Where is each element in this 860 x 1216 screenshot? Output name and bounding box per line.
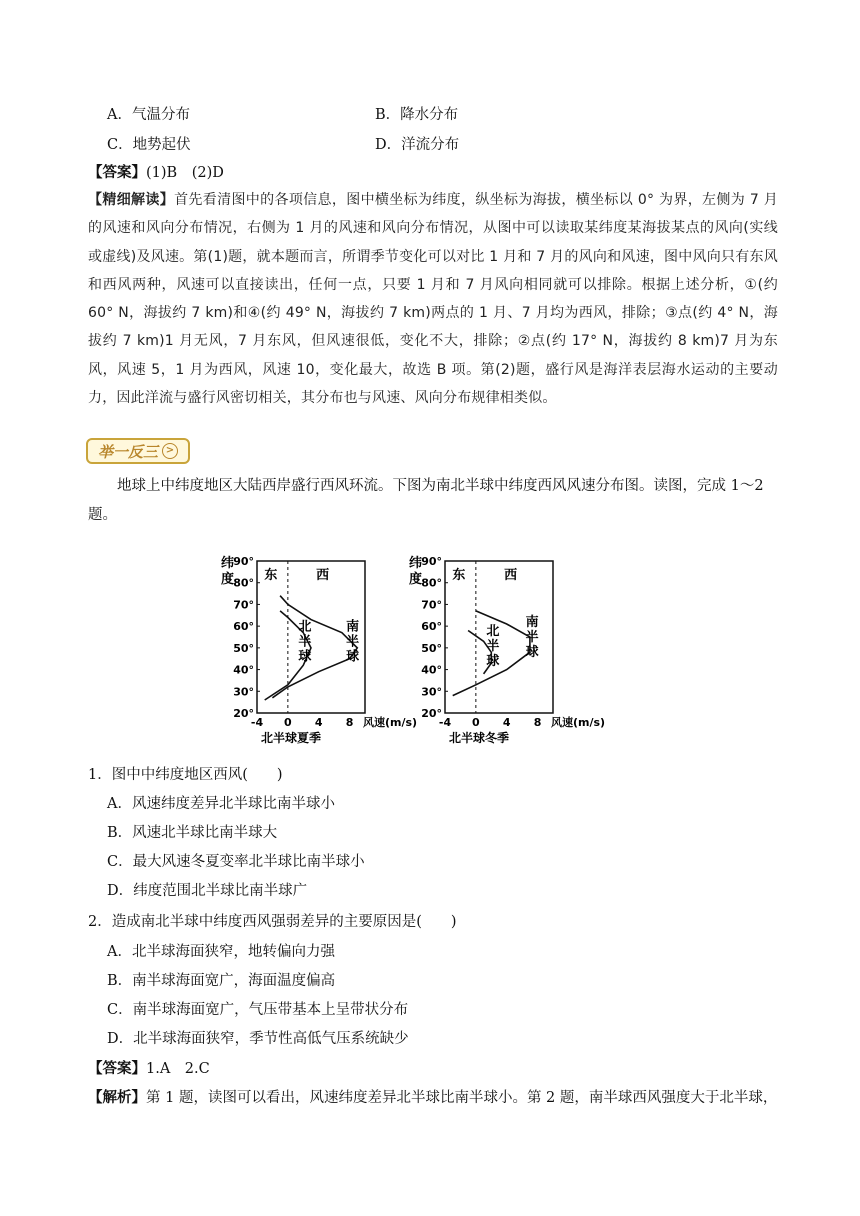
series-label-char: 北 xyxy=(486,623,500,639)
x-tick-label: 0 xyxy=(472,716,480,729)
answer-text: (1)B (2)D xyxy=(146,165,224,181)
answer-line-1 xyxy=(88,161,224,182)
section-badge-label: 举一反三 xyxy=(97,442,158,461)
x-tick-label: 0 xyxy=(284,716,292,729)
analysis-line xyxy=(88,1086,777,1107)
region-label-east: 东 xyxy=(264,568,278,583)
question-2-stem: 2．造成南北半球中纬度西风强弱差异的主要原因是( ) xyxy=(88,914,457,930)
y-axis-label-char: 纬 xyxy=(409,556,423,571)
series-label-char: 球 xyxy=(346,649,360,665)
options-row-2 xyxy=(107,133,459,154)
series-label-char: 南 xyxy=(525,615,539,631)
option-a: A．气温分布 xyxy=(107,107,190,123)
x-tick-label: -4 xyxy=(250,716,264,729)
region-label-west: 西 xyxy=(504,568,518,583)
series-label-char: 半 xyxy=(486,638,500,654)
y-axis-label-char: 度 xyxy=(221,572,235,587)
y-tick-label: 80° xyxy=(233,576,254,590)
series-label-char: 半 xyxy=(525,630,539,646)
y-tick-label: 90° xyxy=(233,555,254,568)
section-badge xyxy=(86,438,190,464)
y-tick-label: 50° xyxy=(421,641,442,655)
region-label-east: 东 xyxy=(452,568,466,583)
y-tick-label: 50° xyxy=(233,641,254,655)
y-tick-label: 40° xyxy=(421,663,442,677)
series-label-char: 球 xyxy=(486,653,500,669)
y-tick-label: 20° xyxy=(233,707,254,720)
q2-option-d: D．北半球海面狭窄，季节性高低气压系统缺少 xyxy=(107,1031,409,1047)
options-row-1 xyxy=(107,103,458,124)
option-b: B．降水分布 xyxy=(375,107,459,123)
explanation-paragraph xyxy=(88,186,778,412)
y-tick-label: 60° xyxy=(421,620,442,634)
q1-option-c: C．最大风速冬夏变率北半球比南半球小 xyxy=(107,854,365,870)
series-label-char: 南 xyxy=(346,619,360,635)
q2-option-a: A．北半球海面狭窄，地转偏向力强 xyxy=(107,944,335,960)
explanation-tag: 【精细解读】 xyxy=(88,192,175,208)
analysis-text: 第 1 题，读图可以看出，风速纬度差异北半球比南半球小。第 2 题，南半球西风强度大于北半球， xyxy=(146,1090,778,1106)
y-axis-label-char: 度 xyxy=(409,572,423,587)
region-label-west: 西 xyxy=(316,568,330,583)
q1-option-a: A．风速纬度差异北半球比南半球小 xyxy=(107,796,335,812)
answer-tag: 【答案】 xyxy=(88,164,146,181)
explanation-text: 首先看清图中的各项信息，图中横坐标为纬度，纵坐标为海拔，横坐标以 0° 为界，左侧为 7 月的风速和风向分布情况，右侧为 1 月的风速和风向分布情况，从图中可以读取某纬度某海拔某点的风向(实线或虚线)及风速。第(1)题，就本题而言，所谓季节变化可以对比 1 月和 7 月的风向和风速，图中风向只有东风和西风两种，风速可以直接读出，任何一点，只要 1 月和 7 月风向相同就可以排除。根据上述分析，①(约 60° N，海拔约 7 km)和④(约 49° N，海拔约 7 km)两点的 1 月、7 月均为西风，排除；③点(约 4° N，海拔约 7 km)1 月无风，7 月东风，但风速很低，变化不大，排除；②点(约 17° N，海拔约 8 km)7 月为东风，风速 5，1 月为西风，风速 10，变化最大，故选 B 项。第(2)题，盛行风是海洋表层海水运动的主要动力，因此洋流与盛行风密切相关，其分布也与风速、风向分布规律相类似。 xyxy=(88,192,778,407)
q1-option-b: B．风速北半球比南半球大 xyxy=(107,825,278,841)
series-label-char: 北 xyxy=(298,619,312,635)
y-tick-label: 30° xyxy=(233,685,254,699)
arrow-circle-icon: > xyxy=(162,443,178,459)
series-label-char: 半 xyxy=(346,634,360,650)
y-tick-label: 30° xyxy=(421,685,442,699)
x-tick-label: 8 xyxy=(533,716,542,729)
x-axis-label: 风速(m/s) xyxy=(363,716,418,729)
series-label-char: 半 xyxy=(298,634,312,650)
q2-option-b: B．南半球海面宽广，海面温度偏高 xyxy=(107,973,336,989)
analysis-tag: 【解析】 xyxy=(88,1089,146,1106)
x-tick-label: 4 xyxy=(314,716,323,729)
question-1-stem: 1．图中中纬度地区西风( ) xyxy=(88,767,283,783)
answer2-text: 1.A 2.C xyxy=(146,1061,210,1077)
x-tick-label: 8 xyxy=(345,716,354,729)
y-tick-label: 70° xyxy=(421,598,442,612)
intro-paragraph: 地球上中纬度地区大陆西岸盛行西风环流。下图为南北半球中纬度西风风速分布图。读图，完成 1～2 题。 xyxy=(88,478,764,523)
y-tick-label: 70° xyxy=(233,598,254,612)
y-tick-label: 90° xyxy=(421,555,442,568)
q2-option-c: C．南半球海面宽广，气压带基本上呈带状分布 xyxy=(107,1002,409,1018)
q1-option-d: D．纬度范围北半球比南半球广 xyxy=(107,883,308,899)
answer2-tag: 【答案】 xyxy=(88,1060,146,1077)
y-axis-label-char: 纬 xyxy=(221,556,235,571)
y-tick-label: 20° xyxy=(421,707,442,720)
series-label-char: 球 xyxy=(298,649,312,665)
panel-caption: 北半球夏季 xyxy=(260,731,322,745)
wind-speed-figure xyxy=(215,545,655,745)
y-tick-label: 60° xyxy=(233,620,254,634)
y-tick-label: 40° xyxy=(233,663,254,677)
y-tick-label: 80° xyxy=(421,576,442,590)
x-tick-label: 4 xyxy=(502,716,511,729)
option-d: D．洋流分布 xyxy=(375,137,460,153)
series-label-char: 球 xyxy=(525,645,539,661)
x-axis-label: 风速(m/s) xyxy=(551,716,606,729)
panel-caption: 北半球冬季 xyxy=(448,731,510,745)
x-tick-label: -4 xyxy=(438,716,452,729)
answer-line-2 xyxy=(88,1057,210,1078)
series-line-south xyxy=(272,596,360,698)
option-c: C．地势起伏 xyxy=(107,137,191,153)
